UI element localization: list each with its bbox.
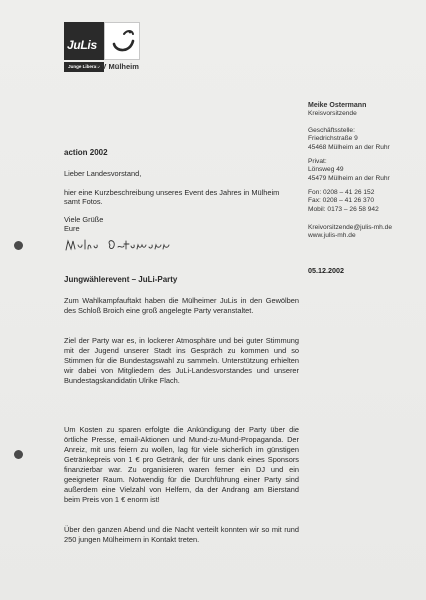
fax-number: Fax: 0208 – 41 26 370: [308, 197, 374, 205]
event-title: Jungwählerevent – JuLi-Party: [64, 275, 178, 284]
private-address: [308, 158, 390, 183]
phone-number: Fon: 0208 – 41 26 152: [308, 189, 375, 196]
chapter-name: KV Mülheim: [96, 62, 139, 71]
office-street: Friedrichstraße 9: [308, 135, 358, 143]
website: www.julis-mh.de: [308, 232, 356, 240]
punch-hole-bottom: [14, 450, 23, 459]
handwritten-signature-icon: [64, 236, 180, 254]
paragraph-3: Um Kosten zu sparen erfolgte die Ankündigung der Party über die örtliche Presse, email-Aktionen und Mund-zu-Mund-Propaganda. Der Anreiz, mit uns feiern zu wollen, lag für viele sicherlich im günstigen Getränkepreis von 1 € pro Getränk, der für uns dank eines Sponsors finanzierbar war. Zu organisieren waren ferner ein DJ und ein geeigneter Raum. Notwendig für die Durchführung einer Party sind außerdem eine Vielzahl von Helfern, da der Andrang am Bierstand beim Preis von 1 € enorm ist!: [64, 425, 299, 504]
smile-swoosh-icon: [110, 26, 136, 56]
logo-brand: JuLis: [67, 38, 97, 52]
closing: Viele Grüße: [64, 215, 104, 224]
logo-tagline: Junge Liberale: [64, 62, 104, 72]
private-street: Lönsweg 49: [308, 166, 344, 174]
email-address: Kreivorsitzende@julis-mh.de: [308, 224, 393, 231]
mobile-number: Mobil: 0173 – 26 58 942: [308, 205, 379, 213]
web-block: [308, 224, 392, 241]
office-address: [308, 127, 390, 152]
office-label: Geschäftsstelle:: [308, 127, 355, 134]
punch-hole-top: [14, 241, 23, 250]
sender-block: [308, 102, 366, 119]
office-city: 45468 Mülheim an der Ruhr: [308, 143, 390, 151]
sender-role: Kreisvorsitzende: [308, 110, 357, 118]
sender-name: Meike Ostermann: [308, 102, 367, 109]
private-label: Privat:: [308, 158, 327, 165]
phone-block: [308, 189, 379, 214]
intro-text: hier eine Kurzbeschreibung unseres Event des Jahres in Mülheim samt Fotos.: [64, 188, 280, 207]
private-city: 45479 Mülheim an der Ruhr: [308, 174, 390, 182]
paragraph-4: Über den ganzen Abend und die Nacht verteilt konnten wir so mit rund 250 jungen Mülheimern in Kontakt treten.: [64, 525, 299, 544]
salutation: Lieber Landesvorstand,: [64, 169, 142, 178]
logo-dark-block: [64, 22, 104, 60]
closing-2: Eure: [64, 224, 80, 234]
closing-block: [64, 215, 103, 234]
paragraph-2: Ziel der Party war es, in lockerer Atmosphäre und bei guter Stimmung mit der Jugend unserer Stadt ins Gespräch zu kommen und so Stimmen für die Bundestagswahl zu sammeln. Unterstützung erhielten wir dabei von Mitgliedern des JuLi-Landesvorstandes und unserer Bundestagskandidatin Ulrike Flach.: [64, 336, 299, 385]
paragraph-1: Zum Wahlkampfauftakt haben die Mülheimer JuLis in den Gewölben des Schloß Broich eine groß angelegte Party veranstaltet.: [64, 296, 299, 315]
letter-date: 05.12.2002: [308, 266, 344, 275]
letter-heading: action 2002: [64, 148, 108, 157]
